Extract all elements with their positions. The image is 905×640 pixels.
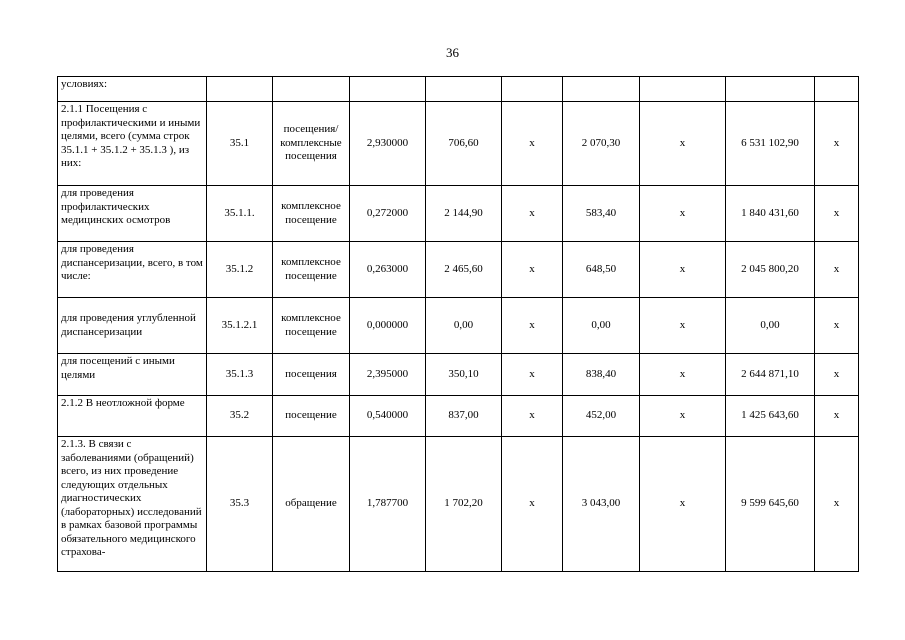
row-unit: обращение <box>273 437 350 572</box>
row-col6: х <box>502 242 563 298</box>
row-col9: 2 045 800,20 <box>726 242 815 298</box>
row-description: 2.1.3. В связи с заболеваниями (обращений) всего, из них проведение следующих отдельных диагностических (лабораторных) исследований в рамках базовой программы обязательного медицинского страхова- <box>58 437 207 572</box>
table-row <box>58 396 859 437</box>
table-row <box>58 77 859 102</box>
row-norm: 0,000000 <box>350 298 426 354</box>
row-code: 35.1.1. <box>207 186 273 242</box>
row-col8 <box>640 77 726 102</box>
row-code <box>207 77 273 102</box>
row-col10: х <box>815 298 859 354</box>
row-code: 35.1.2 <box>207 242 273 298</box>
row-cost: 0,00 <box>426 298 502 354</box>
row-unit: посещения <box>273 354 350 396</box>
row-col10: х <box>815 437 859 572</box>
row-col7: 452,00 <box>563 396 640 437</box>
table-row <box>58 437 859 572</box>
row-col7: 583,40 <box>563 186 640 242</box>
row-description: для посещений с иными целями <box>58 354 207 396</box>
row-col9: 0,00 <box>726 298 815 354</box>
row-col10: х <box>815 242 859 298</box>
row-col8: х <box>640 396 726 437</box>
row-col10: х <box>815 354 859 396</box>
row-col8: х <box>640 102 726 186</box>
row-description: условиях: <box>58 77 207 102</box>
row-description: 2.1.1 Посещения с профилактическими и иными целями, всего (сумма строк 35.1.1 + 35.1.2 + 35.1.3 ), из них: <box>58 102 207 186</box>
row-col9: 9 599 645,60 <box>726 437 815 572</box>
row-col9: 2 644 871,10 <box>726 354 815 396</box>
row-cost: 350,10 <box>426 354 502 396</box>
row-col7 <box>563 77 640 102</box>
row-code: 35.1.2.1 <box>207 298 273 354</box>
row-cost: 837,00 <box>426 396 502 437</box>
row-description: 2.1.2 В неотложной форме <box>58 396 207 437</box>
row-description: для проведения диспансеризации, всего, в том числе: <box>58 242 207 298</box>
table-row <box>58 102 859 186</box>
row-col6: х <box>502 354 563 396</box>
row-col6 <box>502 77 563 102</box>
row-norm: 0,272000 <box>350 186 426 242</box>
table-row <box>58 242 859 298</box>
table-row <box>58 186 859 242</box>
row-col7: 2 070,30 <box>563 102 640 186</box>
table-row <box>58 298 859 354</box>
row-description: для проведения углубленной диспансеризации <box>58 298 207 354</box>
row-code: 35.3 <box>207 437 273 572</box>
financing-table <box>57 76 859 572</box>
row-col9: 6 531 102,90 <box>726 102 815 186</box>
row-col8: х <box>640 437 726 572</box>
row-description: для проведения профилактических медицинских осмотров <box>58 186 207 242</box>
row-unit: посещения/комплексные посещения <box>273 102 350 186</box>
row-col9: 1 840 431,60 <box>726 186 815 242</box>
row-col6: х <box>502 396 563 437</box>
row-col6: х <box>502 437 563 572</box>
page-number: 36 <box>446 45 459 60</box>
row-code: 35.2 <box>207 396 273 437</box>
row-col8: х <box>640 298 726 354</box>
row-col8: х <box>640 242 726 298</box>
row-norm: 1,787700 <box>350 437 426 572</box>
row-unit: посещение <box>273 396 350 437</box>
row-col6: х <box>502 102 563 186</box>
table-row <box>58 354 859 396</box>
row-col7: 648,50 <box>563 242 640 298</box>
row-col9: 1 425 643,60 <box>726 396 815 437</box>
row-col10: х <box>815 102 859 186</box>
row-cost: 2 465,60 <box>426 242 502 298</box>
row-col6: х <box>502 298 563 354</box>
row-norm: 0,540000 <box>350 396 426 437</box>
row-col10 <box>815 77 859 102</box>
row-col10: х <box>815 186 859 242</box>
row-col7: 3 043,00 <box>563 437 640 572</box>
row-code: 35.1 <box>207 102 273 186</box>
row-unit: комплексное посещение <box>273 298 350 354</box>
row-col10: х <box>815 396 859 437</box>
row-col8: х <box>640 186 726 242</box>
row-code: 35.1.3 <box>207 354 273 396</box>
row-col7: 838,40 <box>563 354 640 396</box>
row-norm: 0,263000 <box>350 242 426 298</box>
row-cost <box>426 77 502 102</box>
row-unit: комплексное посещение <box>273 242 350 298</box>
row-norm: 2,930000 <box>350 102 426 186</box>
row-col8: х <box>640 354 726 396</box>
row-norm <box>350 77 426 102</box>
row-col9 <box>726 77 815 102</box>
row-col6: х <box>502 186 563 242</box>
row-cost: 2 144,90 <box>426 186 502 242</box>
row-unit <box>273 77 350 102</box>
row-unit: комплексное посещение <box>273 186 350 242</box>
row-col7: 0,00 <box>563 298 640 354</box>
row-norm: 2,395000 <box>350 354 426 396</box>
row-cost: 706,60 <box>426 102 502 186</box>
row-cost: 1 702,20 <box>426 437 502 572</box>
